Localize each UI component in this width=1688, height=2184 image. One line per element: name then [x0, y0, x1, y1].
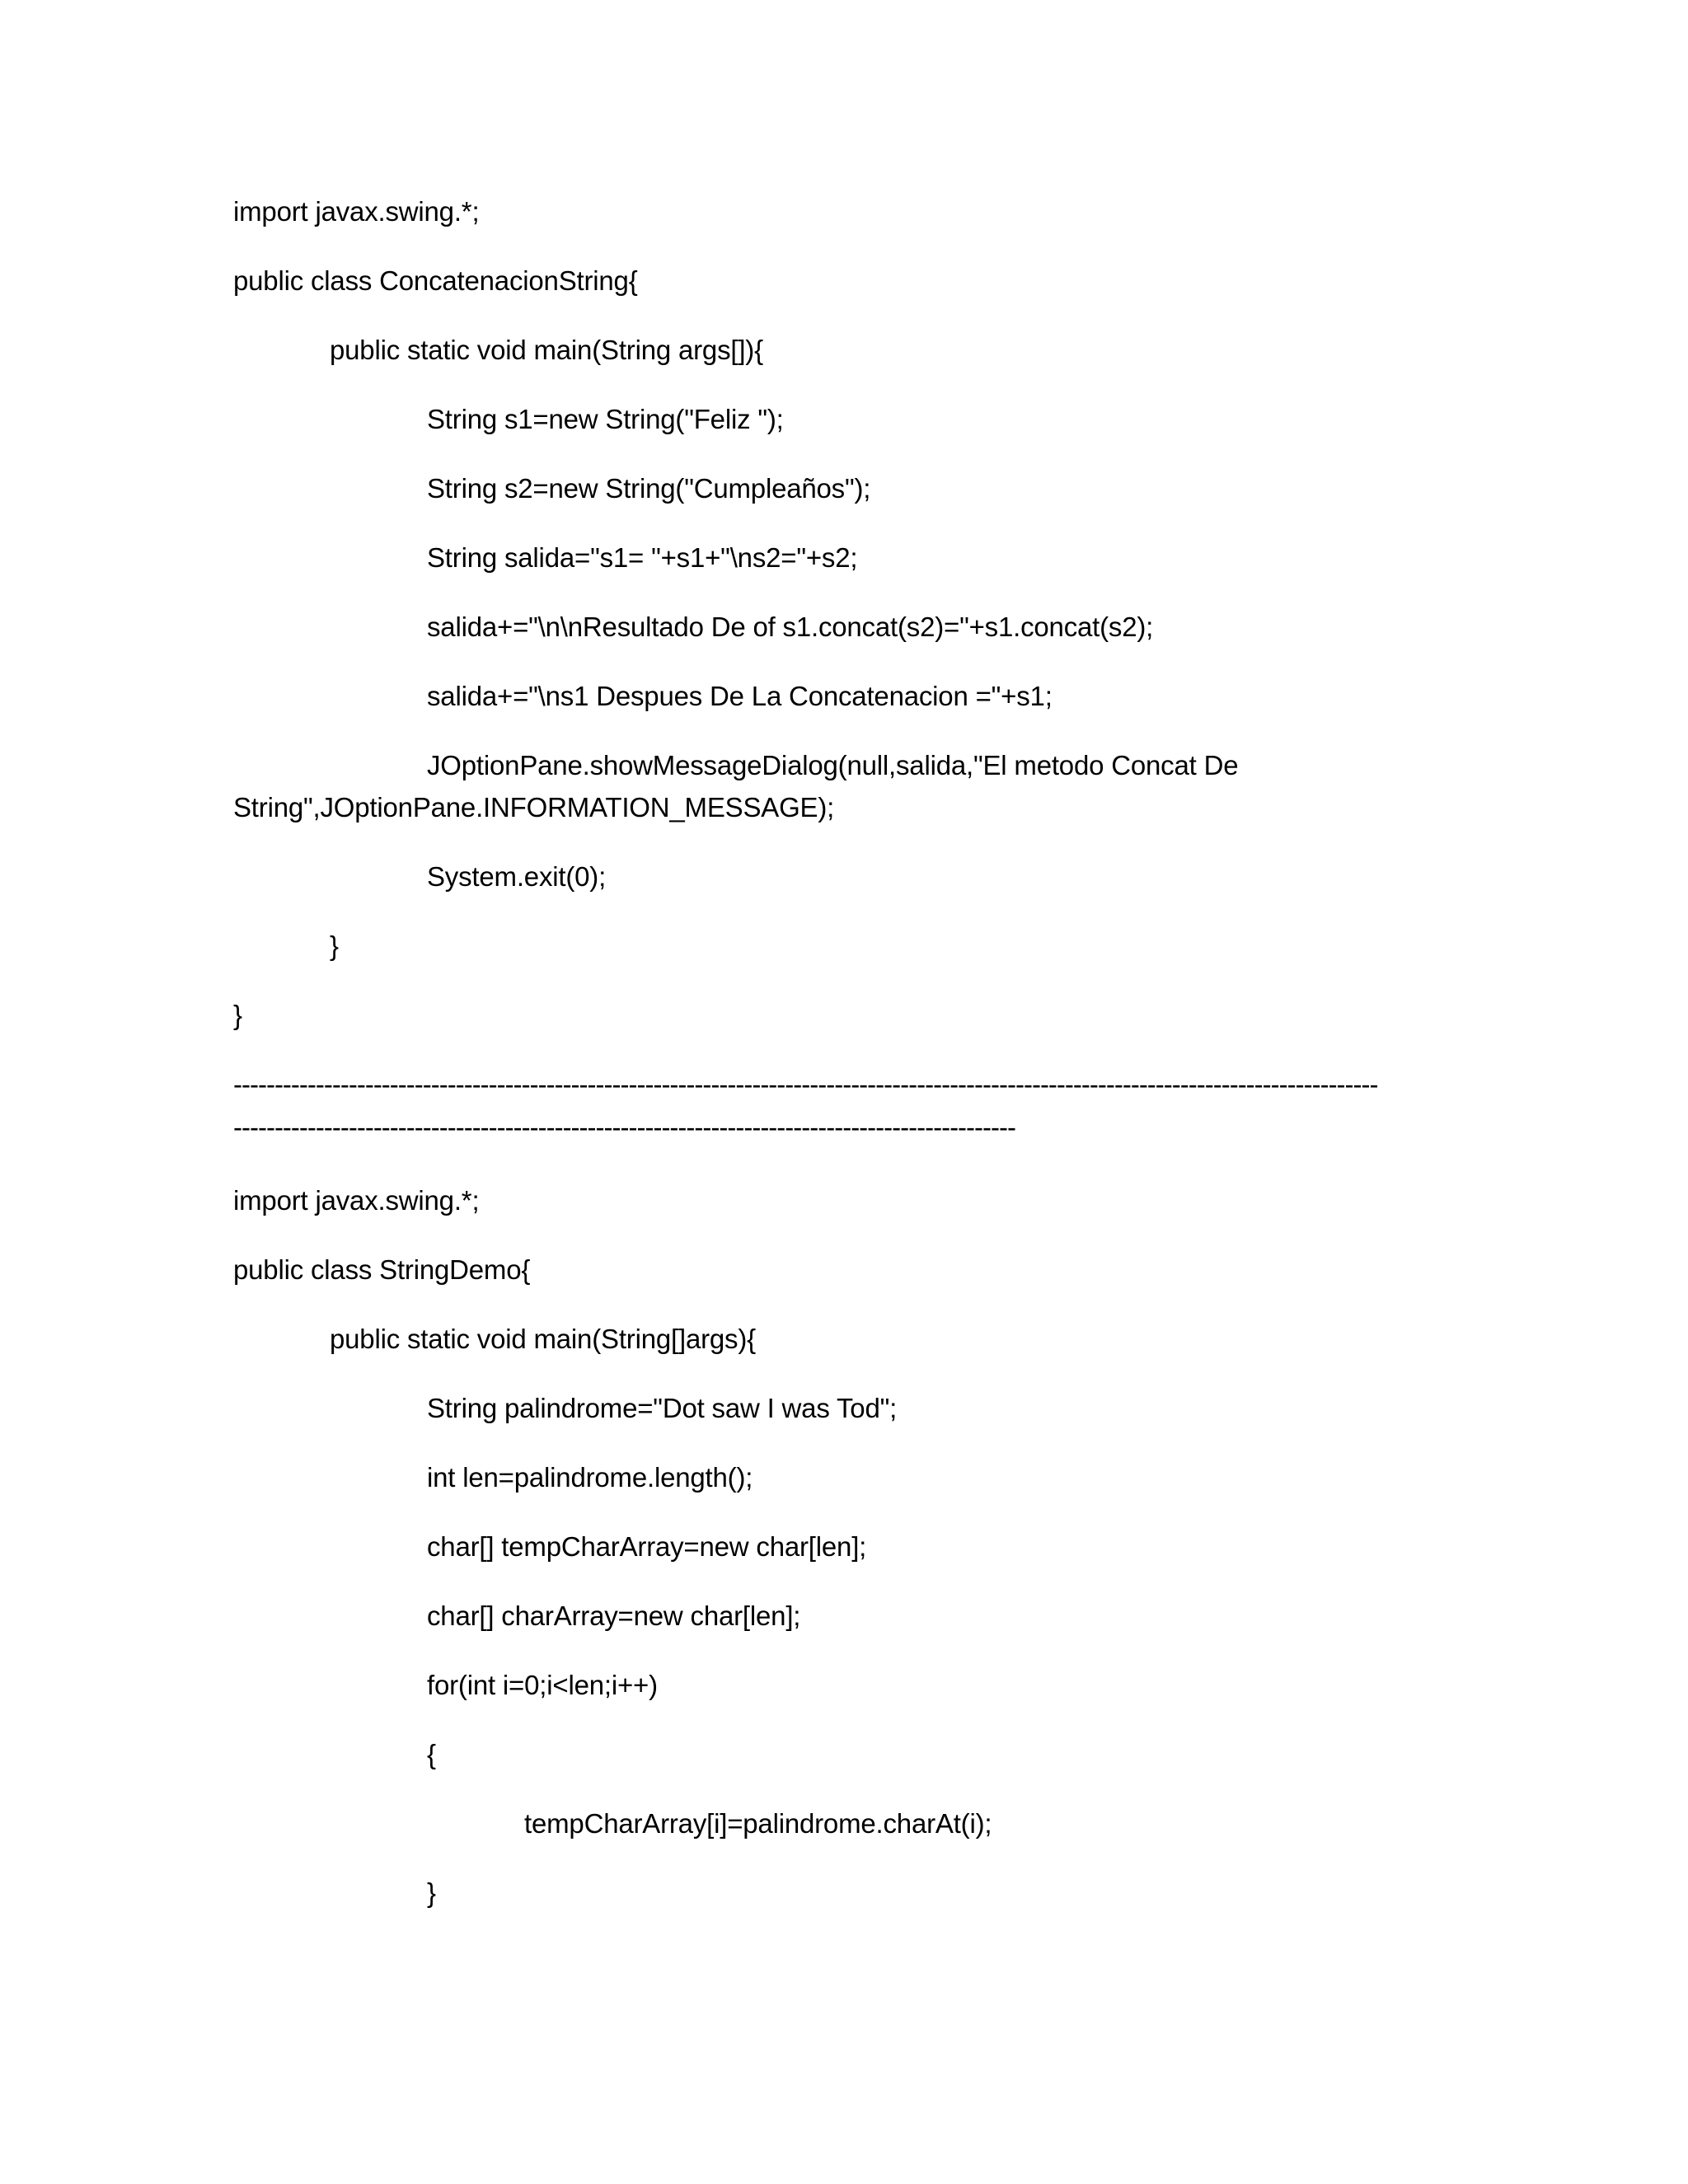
code-line: salida+="\n\nResultado De of s1.concat(s2)="+s1.concat(s2); [427, 612, 1154, 642]
code-line: String salida="s1= "+s1+"\ns2="+s2; [427, 542, 858, 573]
code-line: System.exit(0); [427, 861, 607, 892]
dashed-separator: ----------------------------------------------------------------------------------------------- [233, 1112, 1015, 1142]
code-line-import: import javax.swing.*; [233, 196, 480, 227]
code-line-class-declaration: public class StringDemo{ [233, 1254, 531, 1285]
code-line: String s2=new String("Cumpleaños"); [427, 473, 871, 504]
code-line: salida+="\ns1 Despues De La Concatenacion ="+s1; [427, 681, 1053, 711]
code-line: int len=palindrome.length(); [427, 1462, 753, 1493]
code-line-main-method: public static void main(String args[]){ [330, 335, 763, 365]
code-line: String s1=new String("Feliz "); [427, 404, 784, 434]
code-line-closing-brace: } [233, 1000, 242, 1030]
code-line-class-declaration: public class ConcatenacionString{ [233, 265, 638, 296]
code-line: String palindrome="Dot saw I was Tod"; [427, 1393, 898, 1423]
code-line-closing-brace: } [427, 1877, 436, 1908]
code-line: char[] charArray=new char[len]; [427, 1601, 801, 1631]
code-line-for-loop: for(int i=0;i<len;i++) [427, 1670, 658, 1700]
code-line-closing-brace: } [330, 930, 339, 961]
dashed-separator: ------------------------------------------------------------------------------------------------------------------------------------------- [233, 1069, 1378, 1099]
code-line-import: import javax.swing.*; [233, 1185, 480, 1216]
code-line: tempCharArray[i]=palindrome.charAt(i); [524, 1808, 992, 1839]
code-line: char[] tempCharArray=new char[len]; [427, 1531, 867, 1562]
code-line: JOptionPane.showMessageDialog(null,salida,"El metodo Concat De [427, 750, 1239, 780]
code-line-wrapped: String",JOptionPane.INFORMATION_MESSAGE); [233, 792, 835, 823]
code-line-opening-brace: { [427, 1739, 436, 1769]
code-line-main-method: public static void main(String[]args){ [330, 1324, 756, 1354]
